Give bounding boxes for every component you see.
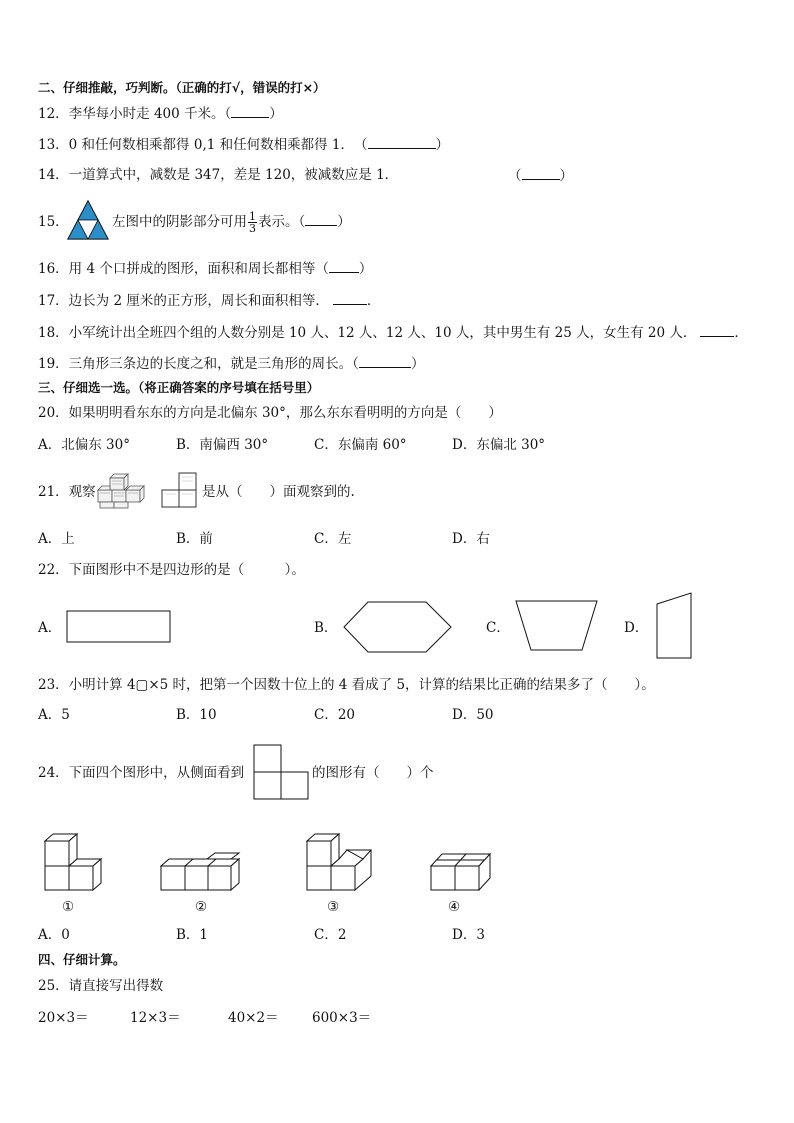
q20-option-a[interactable]: A．北偏东 30° <box>38 437 130 453</box>
q22-option-d[interactable]: D． <box>624 620 649 636</box>
question-13-close: ） <box>435 137 449 153</box>
side-view-figure <box>252 744 310 800</box>
q24-option-d[interactable]: D．3 <box>452 927 485 943</box>
section-3-title: 三、仔细选一选。（将正确答案的序号填在括号里） <box>38 380 320 395</box>
q21-option-a[interactable]: A．上 <box>38 531 75 547</box>
q23-option-a[interactable]: A．5 <box>38 707 70 723</box>
q22-option-c[interactable]: C． <box>486 620 510 636</box>
question-13 <box>38 135 449 154</box>
rectangle-shape <box>66 610 172 644</box>
right-trapezoid-shape <box>656 592 694 660</box>
q22-option-a[interactable]: A． <box>38 620 62 636</box>
answer-blank-14[interactable] <box>522 166 560 180</box>
q24-option-a[interactable]: A．0 <box>38 927 70 943</box>
question-14-text: 14．一道算式中，减数是 347，差是 120，被减数应是 1． <box>38 167 399 183</box>
fraction-one-third <box>248 211 257 234</box>
question-19 <box>38 354 424 373</box>
question-22-text: 22．下面图形中不是四边形的是（ ）。 <box>38 562 305 578</box>
section-4-title: 四、仔细计算。 <box>38 952 126 967</box>
q21-option-c[interactable]: C．左 <box>314 531 352 547</box>
question-18-text: 18．小军统计出全班四个组的人数分别是 10 人、12 人、12 人、10 人，其中男生有 25 人，女生有 20 人． <box>38 325 697 341</box>
question-15-pre: 左图中的阴影部分可用 <box>112 214 247 230</box>
answer-blank-12[interactable] <box>231 104 269 118</box>
question-25-text: 25．请直接写出得数 <box>38 978 164 994</box>
question-18-end: ． <box>734 325 748 341</box>
question-24-post: 的图形有（ ）个 <box>312 765 434 781</box>
q24-option-c[interactable]: C．2 <box>314 927 347 943</box>
shaded-triangle-figure <box>66 199 110 241</box>
question-17-text: 17．边长为 2 厘米的正方形，周长和面积相等． <box>38 293 329 309</box>
answer-blank-15[interactable] <box>305 212 337 226</box>
answer-blank-13[interactable] <box>368 135 436 149</box>
figure-label-2: ② <box>195 899 208 915</box>
question-16 <box>38 259 372 278</box>
cube-figure-3 <box>304 832 374 892</box>
q20-option-c[interactable]: C．东偏南 60° <box>314 437 407 453</box>
calc-item-1: 20×3＝ <box>38 1010 89 1026</box>
q20-option-b[interactable]: B．南偏西 30° <box>176 437 269 453</box>
fraction-denominator: 3 <box>249 222 256 235</box>
question-20-text: 20．如果明明看东东的方向是北偏东 30°，那么东东看明明的方向是（ ） <box>38 405 502 421</box>
q21-option-b[interactable]: B．前 <box>176 531 213 547</box>
question-12-text: 12．李华每小时走 400 千米。（ <box>38 106 232 122</box>
cube-figure-4 <box>428 850 494 892</box>
hexagon-shape <box>342 601 454 653</box>
figure-label-1: ① <box>62 899 75 915</box>
answer-blank-19[interactable] <box>359 354 411 368</box>
q21-option-d[interactable]: D．右 <box>452 531 490 547</box>
question-14-open: （ <box>508 168 522 184</box>
question-12-close: ） <box>269 106 283 122</box>
question-15-close: ） <box>337 214 351 230</box>
answer-blank-18[interactable] <box>700 323 734 337</box>
question-19-close: ） <box>410 356 425 372</box>
q23-option-d[interactable]: D．50 <box>452 707 494 723</box>
figure-label-4: ④ <box>448 899 461 915</box>
cube-figure-1 <box>40 832 102 892</box>
q22-option-b[interactable]: B． <box>314 620 338 636</box>
question-17-end: ． <box>366 293 381 309</box>
question-15-number: 15． <box>38 214 69 230</box>
view-result-figure <box>160 472 198 510</box>
question-19-text: 19．三角形三条边的长度之和，就是三角形的周长。（ <box>38 356 359 372</box>
q23-option-b[interactable]: B．10 <box>176 707 217 723</box>
cube-stack-figure <box>96 470 148 510</box>
question-21-post: 是从（ ）面观察到的. <box>202 484 355 500</box>
question-15-post: 表示。（ <box>258 214 306 230</box>
question-13-text: 13．0 和任何数相乘都得 0,1 和任何数相乘都得 1． （ <box>38 137 368 153</box>
figure-label-3: ③ <box>327 899 340 915</box>
question-16-close: ） <box>358 261 373 277</box>
trapezoid-shape <box>514 600 600 652</box>
triangle-top-shaded <box>78 201 98 220</box>
answer-blank-17[interactable] <box>333 291 367 305</box>
question-24-pre: 24．下面四个图形中，从侧面看到 <box>38 765 245 781</box>
calc-item-4: 600×3＝ <box>312 1010 372 1026</box>
question-18 <box>38 323 748 342</box>
q24-option-b[interactable]: B．1 <box>176 927 209 943</box>
answer-blank-16[interactable] <box>329 259 359 273</box>
question-21-pre: 21．观察 <box>38 484 96 500</box>
q20-option-d[interactable]: D．东偏北 30° <box>452 437 546 453</box>
question-14-close: ） <box>559 168 573 184</box>
section-2-title: 二、仔细推敲，巧判断。（正确的打√，错误的打×） <box>38 80 326 95</box>
calc-item-3: 40×2＝ <box>228 1010 279 1026</box>
question-16-text: 16．用 4 个口拼成的图形，面积和周长都相等（ <box>38 261 329 277</box>
question-15-text <box>112 209 351 235</box>
question-14-answer <box>508 166 573 185</box>
calc-item-2: 12×3＝ <box>130 1010 181 1026</box>
fraction-numerator: 1 <box>249 210 256 223</box>
q23-option-c[interactable]: C．20 <box>314 707 356 723</box>
question-12 <box>38 104 283 123</box>
cube-figure-2 <box>158 852 248 892</box>
question-17 <box>38 291 380 310</box>
question-23-text: 23．小明计算 4▢×5 时，把第一个因数十位上的 4 看成了 5，计算的结果比正确的结果多了（ ）。 <box>38 677 655 693</box>
